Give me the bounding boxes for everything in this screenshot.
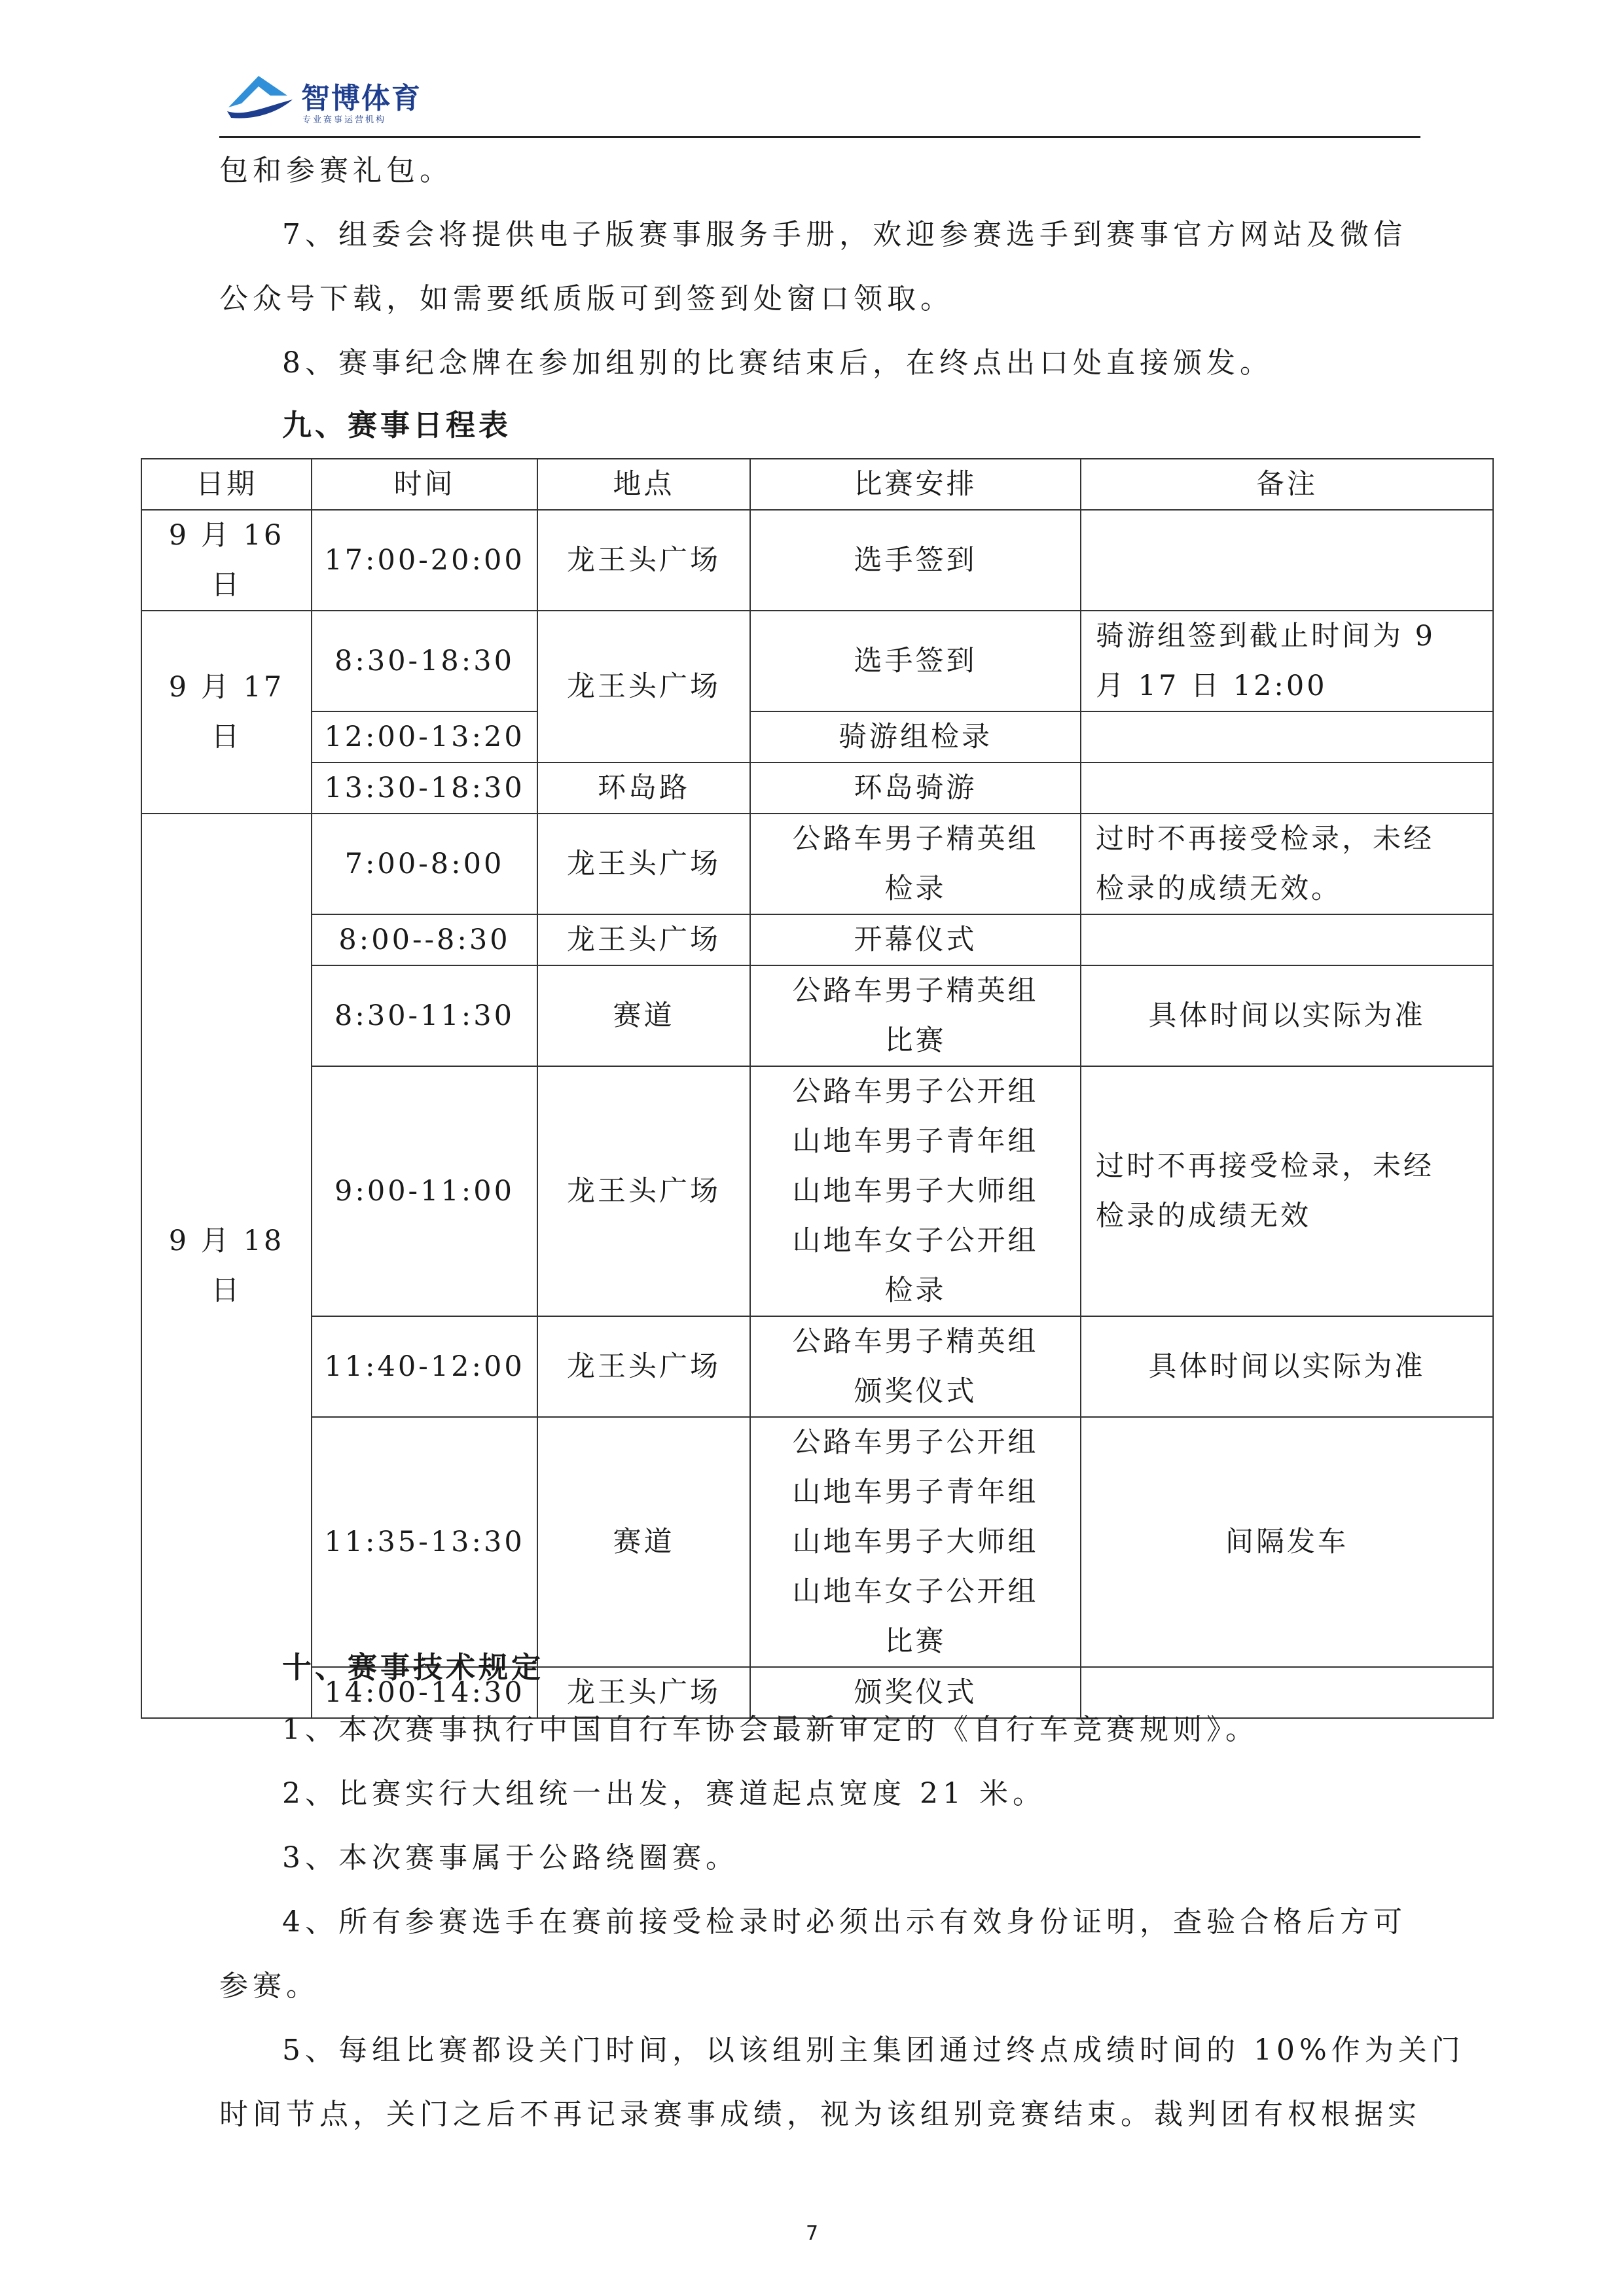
- intro-paragraphs: [219, 139, 1420, 395]
- time-cell: 11:40-12:00: [312, 1316, 537, 1417]
- intro-line: 7、组委会将提供电子版赛事服务手册，欢迎参赛选手到赛事官方网站及微信: [282, 218, 1407, 251]
- rule-line: 4、所有参赛选手在赛前接受检录时必须出示有效身份证明，查验合格后方可: [282, 1905, 1407, 1939]
- note-cell: [1081, 1066, 1493, 1316]
- page-number: 7: [805, 2222, 819, 2245]
- note-cell-line: 检录的成绩无效。: [1096, 872, 1342, 905]
- table-row: [141, 914, 1493, 965]
- note-cell: [1081, 814, 1493, 914]
- intro-line: 公众号下载，如需要纸质版可到签到处窗口领取。: [219, 282, 954, 315]
- time-cell: 7:00-8:00: [312, 814, 537, 914]
- table-row: [141, 762, 1493, 814]
- rule-line: 时间节点，关门之后不再记录赛事成绩，视为该组别竞赛结束。裁判团有权根据实: [219, 2098, 1421, 2131]
- table-row: [141, 711, 1493, 762]
- column-header: 地点: [537, 459, 750, 510]
- event-cell-line: 比赛: [884, 1024, 947, 1057]
- date-cell: 9 月 17 日: [141, 611, 312, 814]
- event-cell-line: 选手签到: [854, 544, 977, 577]
- place-cell: 龙王头广场: [537, 1316, 750, 1417]
- event-cell-line: 山地车男子大师组: [792, 1526, 1039, 1558]
- rule-line: 1、本次赛事执行中国自行车协会最新审定的《自行车竞赛规则》。: [282, 1713, 1259, 1746]
- event-cell-line: 颁奖仪式: [854, 1676, 977, 1709]
- time-cell: 8:30-18:30: [312, 611, 537, 711]
- column-header: 时间: [312, 459, 537, 510]
- place-cell: 龙王头广场: [537, 510, 750, 611]
- event-cell: [750, 510, 1081, 611]
- column-header: 比赛安排: [750, 459, 1081, 510]
- note-cell: [1081, 762, 1493, 814]
- place-cell: 龙王头广场: [537, 914, 750, 965]
- page-content: [219, 139, 1420, 456]
- column-header: 日期: [141, 459, 312, 510]
- event-cell: [750, 611, 1081, 711]
- note-cell: [1081, 914, 1493, 965]
- place-cell: 龙王头广场: [537, 611, 750, 762]
- note-cell-line: 间隔发车: [1225, 1526, 1348, 1558]
- event-cell: [750, 914, 1081, 965]
- time-cell: 8:00--8:30: [312, 914, 537, 965]
- table-row: [141, 814, 1493, 914]
- time-cell: 8:30-11:30: [312, 965, 537, 1066]
- note-cell-line: 过时不再接受检录，未经: [1096, 823, 1434, 855]
- note-cell-line: 骑游组签到截止时间为 9: [1096, 620, 1436, 653]
- event-cell-line: 公路车男子公开组: [792, 1426, 1039, 1459]
- event-cell-line: 山地车男子青年组: [792, 1125, 1039, 1158]
- schedule-table: [141, 458, 1494, 1719]
- event-cell-line: 山地车女子公开组: [792, 1225, 1039, 1257]
- note-cell-line: 具体时间以实际为准: [1148, 1350, 1426, 1383]
- event-cell-line: 检录: [884, 872, 947, 905]
- note-cell: [1081, 1417, 1493, 1667]
- time-cell: 11:35-13:30: [312, 1417, 537, 1667]
- event-cell: [750, 711, 1081, 762]
- note-cell: [1081, 510, 1493, 611]
- page-header: [219, 65, 1420, 139]
- event-cell-line: 公路车男子公开组: [792, 1075, 1039, 1108]
- time-cell: 9:00-11:00: [312, 1066, 537, 1316]
- table-row: [141, 1066, 1493, 1316]
- note-cell-line: 具体时间以实际为准: [1148, 999, 1426, 1032]
- event-cell: [750, 965, 1081, 1066]
- table-row: [141, 1316, 1493, 1417]
- place-cell: 环岛路: [537, 762, 750, 814]
- intro-line: 包和参赛礼包。: [219, 154, 453, 187]
- rules-section: [219, 1638, 1465, 2147]
- logo-mark-icon: [225, 69, 297, 122]
- table-row: [141, 1417, 1493, 1667]
- event-cell-line: 骑游组检录: [839, 721, 992, 753]
- logo: [219, 65, 481, 131]
- place-cell: 赛道: [537, 965, 750, 1066]
- column-header: 备注: [1081, 459, 1493, 510]
- note-cell-line: 月 17 日 12:00: [1096, 670, 1327, 702]
- event-cell-line: 公路车男子精英组: [792, 1325, 1039, 1358]
- table-header-row: [141, 459, 1493, 510]
- header-rule: [219, 136, 1420, 138]
- event-cell: [750, 1316, 1081, 1417]
- event-cell-line: 比赛: [884, 1625, 947, 1658]
- rule-line: 参赛。: [219, 1969, 319, 2003]
- event-cell: [750, 762, 1081, 814]
- event-cell-line: 选手签到: [854, 645, 977, 677]
- place-cell: 龙王头广场: [537, 814, 750, 914]
- table-row: [141, 965, 1493, 1066]
- table-row: [141, 510, 1493, 611]
- note-cell: [1081, 965, 1493, 1066]
- event-cell-line: 公路车男子精英组: [792, 823, 1039, 855]
- note-cell: [1081, 611, 1493, 711]
- date-cell: 9 月 18 日: [141, 814, 312, 1718]
- note-cell-line: 过时不再接受检录，未经: [1096, 1150, 1434, 1183]
- rule-line: 2、比赛实行大组统一出发，赛道起点宽度 21 米。: [282, 1777, 1046, 1810]
- time-cell: 13:30-18:30: [312, 762, 537, 814]
- place-cell: 龙王头广场: [537, 1066, 750, 1316]
- event-cell-line: 开幕仪式: [854, 924, 977, 956]
- event-cell-line: 山地车女子公开组: [792, 1575, 1039, 1608]
- rule-line: 5、每组比赛都设关门时间，以该组别主集团通过终点成绩时间的 10%作为关门: [282, 2034, 1465, 2067]
- intro-line: 8、赛事纪念牌在参加组别的比赛结束后，在终点出口处直接颁发。: [282, 346, 1273, 380]
- note-cell: [1081, 1316, 1493, 1417]
- time-cell: 17:00-20:00: [312, 510, 537, 611]
- time-cell: 14:00-14:30: [312, 1667, 537, 1718]
- brand-name: 智博体育: [301, 82, 422, 115]
- brand-tagline: 专业赛事运营机构: [302, 115, 387, 125]
- event-cell-line: 山地车男子青年组: [792, 1476, 1039, 1509]
- event-cell-line: 检录: [884, 1274, 947, 1307]
- event-cell: [750, 814, 1081, 914]
- rule-line: 3、本次赛事属于公路绕圈赛。: [282, 1841, 739, 1874]
- rules-paragraphs: [219, 1698, 1465, 2147]
- event-cell: [750, 1417, 1081, 1667]
- place-cell: 龙王头广场: [537, 1667, 750, 1718]
- date-cell: 9 月 16 日: [141, 510, 312, 611]
- event-cell-line: 颁奖仪式: [854, 1375, 977, 1408]
- note-cell: [1081, 711, 1493, 762]
- section-title-rules: 十、赛事技术规定: [282, 1650, 545, 1685]
- event-cell-line: 山地车男子大师组: [792, 1175, 1039, 1208]
- event-cell: [750, 1066, 1081, 1316]
- place-cell: 赛道: [537, 1417, 750, 1667]
- time-cell: 12:00-13:20: [312, 711, 537, 762]
- table-row: [141, 611, 1493, 711]
- section-title-schedule: 九、赛事日程表: [282, 408, 512, 442]
- event-cell-line: 环岛骑游: [854, 772, 977, 804]
- note-cell-line: 检录的成绩无效: [1096, 1200, 1311, 1232]
- event-cell-line: 公路车男子精英组: [792, 975, 1039, 1007]
